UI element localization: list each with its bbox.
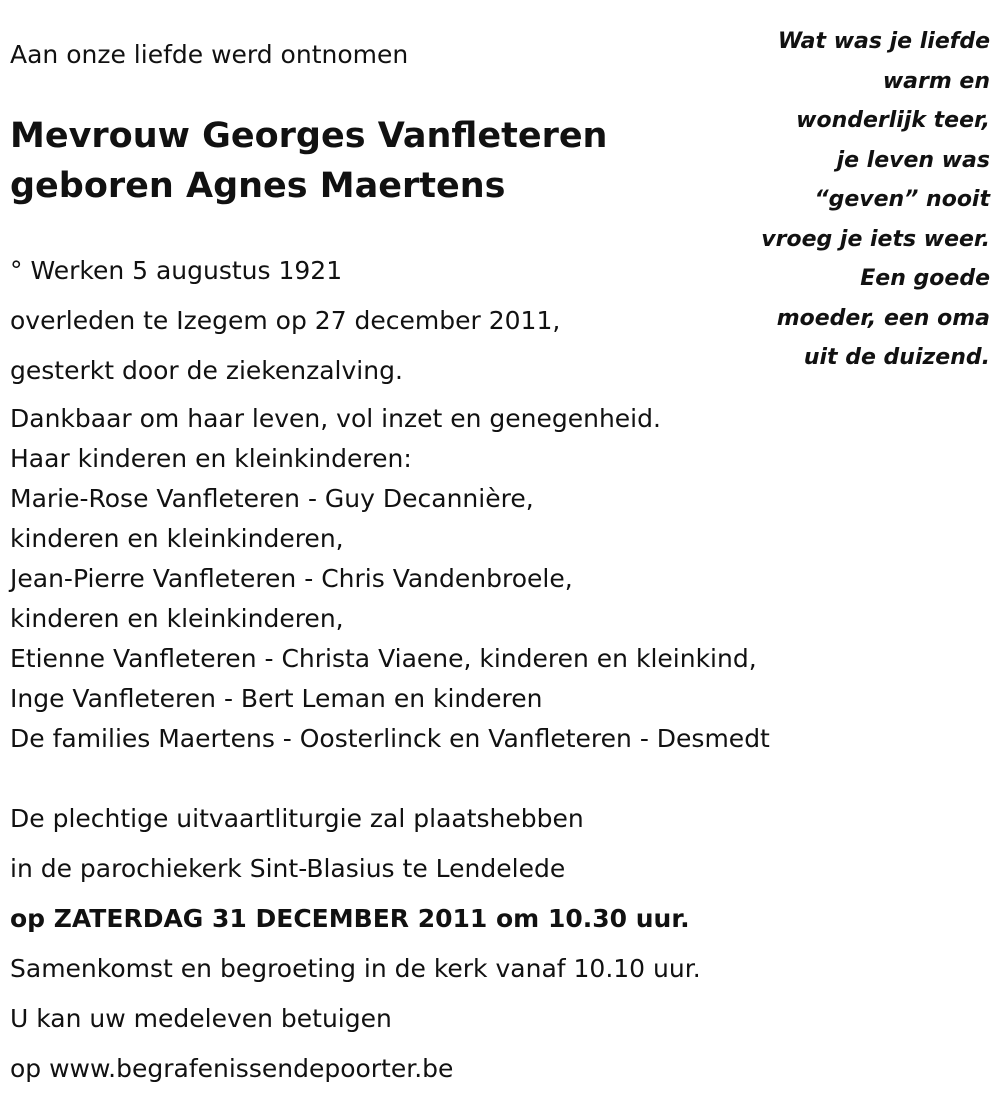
poem [690, 22, 990, 378]
poem-line: “geven” nooit [814, 187, 990, 212]
funeral-location: in de parochiekerk Sint-Blasius te Lendelede [10, 854, 566, 883]
gathering-info: Samenkomst en begroeting in de kerk vanaf 10.10 uur. [10, 954, 701, 983]
family-line: Marie-Rose Vanfleteren - Guy Decannière, [10, 484, 534, 513]
poem-line: vroeg je iets weer. [761, 226, 990, 252]
family-line: kinderen en kleinkinderen, [10, 604, 344, 633]
intro-text: Aan onze liefde werd ontnomen [10, 40, 409, 69]
family-intro: Haar kinderen en kleinkinderen: [10, 444, 412, 473]
poem-line: je leven was [836, 147, 990, 173]
death-info: overleden te Izegem op 27 december 2011, [10, 306, 561, 335]
family-line: De families Maertens - Oosterlinck en Vanfleteren - Desmedt [10, 724, 770, 753]
maiden-name: geboren Agnes Maertens [10, 166, 506, 206]
gratitude-text: Dankbaar om haar leven, vol inzet en genegenheid. [10, 404, 661, 433]
poem-line: moeder, een oma [776, 305, 990, 331]
funeral-date: op ZATERDAG 31 DECEMBER 2011 om 10.30 uur. [10, 904, 690, 933]
family-line: Etienne Vanfleteren - Christa Viaene, kinderen en kleinkind, [10, 644, 757, 673]
poem-line: warm en [882, 68, 990, 94]
condolence-website: op www.begrafenissendepoorter.be [10, 1054, 454, 1083]
poem-line: uit de duizend. [803, 345, 990, 370]
family-line: Jean-Pierre Vanfleteren - Chris Vandenbroele, [10, 564, 573, 593]
family-line: kinderen en kleinkinderen, [10, 524, 344, 553]
condolence-info: U kan uw medeleven betuigen [10, 1004, 392, 1033]
poem-line: wonderlijk teer, [796, 108, 990, 133]
poem-line: Wat was je liefde [777, 29, 990, 54]
sacrament-info: gesterkt door de ziekenzalving. [10, 356, 403, 385]
deceased-name: Mevrouw Georges Vanfleteren [10, 116, 608, 156]
family-line: Inge Vanfleteren - Bert Leman en kinderen [10, 684, 543, 713]
birth-info: ° Werken 5 augustus 1921 [10, 256, 343, 285]
funeral-info: De plechtige uitvaartliturgie zal plaatshebben [10, 804, 584, 833]
poem-line: Een goede [860, 266, 990, 291]
